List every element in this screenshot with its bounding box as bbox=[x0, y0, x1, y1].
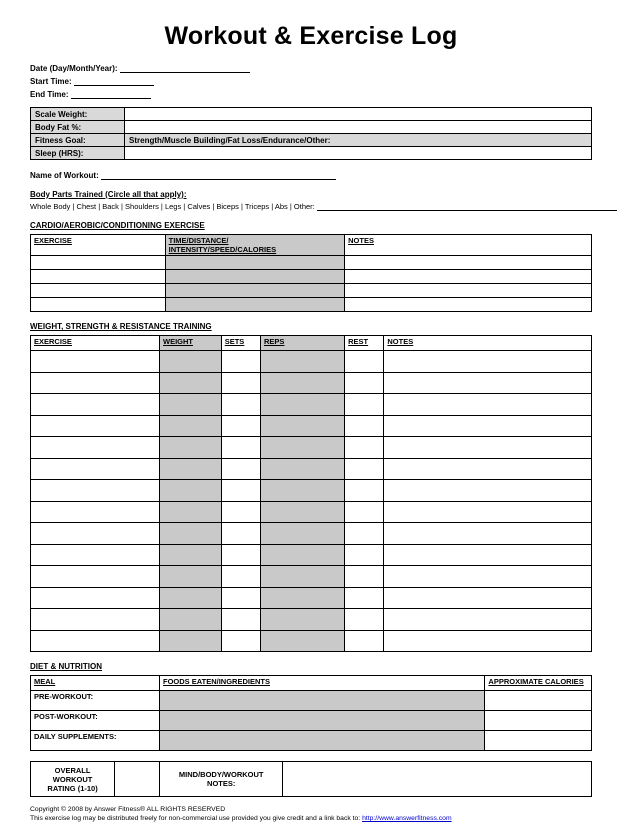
diet-foods-post-workout[interactable] bbox=[160, 711, 485, 731]
cardio-cell-notes[interactable] bbox=[345, 284, 592, 298]
strength-cell-weight[interactable] bbox=[160, 415, 222, 437]
strength-cell-rest[interactable] bbox=[345, 351, 384, 373]
table-row bbox=[31, 711, 592, 731]
strength-cell-exercise[interactable] bbox=[31, 415, 160, 437]
strength-col-sets: SETS bbox=[221, 336, 260, 351]
strength-cell-weight[interactable] bbox=[160, 609, 222, 631]
field-workout-name-rule[interactable] bbox=[101, 170, 336, 180]
cardio-col-time-line1: TIME/DISTANCE/ bbox=[168, 236, 229, 245]
strength-cell-reps[interactable] bbox=[260, 566, 344, 588]
strength-cell-rest[interactable] bbox=[345, 372, 384, 394]
vitals-value-scale-weight[interactable] bbox=[125, 108, 592, 121]
strength-cell-exercise[interactable] bbox=[31, 394, 160, 416]
strength-cell-reps[interactable] bbox=[260, 630, 344, 652]
table-row bbox=[31, 523, 592, 545]
rating-table bbox=[30, 761, 592, 797]
strength-col-exercise: EXERCISE bbox=[31, 336, 160, 351]
diet-foods-pre-workout[interactable] bbox=[160, 691, 485, 711]
cardio-col-time-line2: INTENSITY/SPEED/CALORIES bbox=[168, 245, 277, 254]
strength-cell-weight[interactable] bbox=[160, 351, 222, 373]
strength-cell-reps[interactable] bbox=[260, 372, 344, 394]
strength-cell-weight[interactable] bbox=[160, 587, 222, 609]
strength-cell-sets[interactable] bbox=[221, 501, 260, 523]
strength-cell-sets[interactable] bbox=[221, 372, 260, 394]
strength-cell-sets[interactable] bbox=[221, 609, 260, 631]
cardio-cell-exercise[interactable] bbox=[31, 256, 166, 270]
strength-cell-notes[interactable] bbox=[384, 372, 592, 394]
table-header-row bbox=[31, 676, 592, 691]
strength-cell-exercise[interactable] bbox=[31, 458, 160, 480]
field-date-rule[interactable] bbox=[120, 63, 250, 73]
table-row bbox=[31, 298, 592, 312]
strength-cell-sets[interactable] bbox=[221, 458, 260, 480]
workout-notes-value[interactable] bbox=[283, 762, 592, 797]
table-header-row bbox=[31, 235, 592, 256]
strength-cell-exercise[interactable] bbox=[31, 351, 160, 373]
table-row bbox=[31, 480, 592, 502]
field-start-time-rule[interactable] bbox=[74, 76, 154, 86]
table-row bbox=[31, 134, 592, 147]
strength-cell-weight[interactable] bbox=[160, 566, 222, 588]
table-row bbox=[31, 762, 592, 797]
field-start-time-label: Start Time: bbox=[30, 77, 72, 86]
strength-cell-reps[interactable] bbox=[260, 415, 344, 437]
vitals-label-fitness-goal: Fitness Goal: bbox=[31, 134, 125, 147]
cardio-table bbox=[30, 234, 592, 312]
footer bbox=[30, 805, 592, 823]
header-fields bbox=[30, 63, 592, 99]
overall-rating-label-line2: WORKOUT bbox=[52, 774, 93, 784]
table-row bbox=[31, 609, 592, 631]
strength-cell-sets[interactable] bbox=[221, 480, 260, 502]
strength-cell-reps[interactable] bbox=[260, 501, 344, 523]
table-row bbox=[31, 372, 592, 394]
table-header-row bbox=[31, 336, 592, 351]
strength-table-body bbox=[31, 351, 592, 652]
strength-cell-weight[interactable] bbox=[160, 630, 222, 652]
strength-cell-exercise[interactable] bbox=[31, 566, 160, 588]
strength-cell-exercise[interactable] bbox=[31, 523, 160, 545]
strength-cell-weight[interactable] bbox=[160, 458, 222, 480]
footer-link[interactable]: http://www.answerfitness.com bbox=[362, 815, 452, 823]
strength-cell-exercise[interactable] bbox=[31, 372, 160, 394]
footer-license bbox=[30, 814, 592, 823]
strength-cell-weight[interactable] bbox=[160, 437, 222, 459]
cardio-cell-exercise[interactable] bbox=[31, 298, 166, 312]
strength-cell-weight[interactable] bbox=[160, 480, 222, 502]
overall-rating-label bbox=[31, 762, 115, 797]
vitals-label-sleep: Sleep (HRS): bbox=[31, 147, 125, 160]
strength-cell-sets[interactable] bbox=[221, 544, 260, 566]
diet-col-calories: APPROXIMATE CALORIES bbox=[485, 676, 592, 691]
field-date bbox=[30, 63, 592, 73]
strength-cell-rest[interactable] bbox=[345, 415, 384, 437]
strength-cell-sets[interactable] bbox=[221, 587, 260, 609]
diet-foods-daily-supplements[interactable] bbox=[160, 731, 485, 751]
strength-cell-rest[interactable] bbox=[345, 630, 384, 652]
strength-cell-sets[interactable] bbox=[221, 394, 260, 416]
strength-cell-rest[interactable] bbox=[345, 566, 384, 588]
page-title: Workout & Exercise Log bbox=[164, 22, 458, 50]
table-row bbox=[31, 566, 592, 588]
vitals-value-sleep[interactable] bbox=[125, 147, 592, 160]
diet-col-meal: MEAL bbox=[31, 676, 160, 691]
strength-cell-rest[interactable] bbox=[345, 609, 384, 631]
table-row bbox=[31, 544, 592, 566]
cardio-cell-notes[interactable] bbox=[345, 256, 592, 270]
overall-rating-value[interactable] bbox=[115, 762, 160, 797]
strength-cell-reps[interactable] bbox=[260, 587, 344, 609]
strength-cell-sets[interactable] bbox=[221, 351, 260, 373]
strength-cell-notes[interactable] bbox=[384, 394, 592, 416]
table-row bbox=[31, 587, 592, 609]
strength-cell-rest[interactable] bbox=[345, 480, 384, 502]
table-row bbox=[31, 458, 592, 480]
vitals-label-scale-weight: Scale Weight: bbox=[31, 108, 125, 121]
strength-cell-notes[interactable] bbox=[384, 480, 592, 502]
table-row bbox=[31, 284, 592, 298]
strength-cell-notes[interactable] bbox=[384, 415, 592, 437]
strength-cell-notes[interactable] bbox=[384, 501, 592, 523]
cardio-cell-exercise[interactable] bbox=[31, 270, 166, 284]
strength-col-notes: NOTES bbox=[384, 336, 592, 351]
strength-cell-sets[interactable] bbox=[221, 437, 260, 459]
footer-license-text: This exercise log may be distributed freely for non-commercial use provided you give credit and a link back to: bbox=[30, 815, 363, 823]
cardio-cell-notes[interactable] bbox=[345, 298, 592, 312]
vitals-value-body-fat[interactable] bbox=[125, 121, 592, 134]
table-row bbox=[31, 394, 592, 416]
strength-cell-notes[interactable] bbox=[384, 458, 592, 480]
cardio-cell-time[interactable] bbox=[165, 256, 345, 270]
overall-rating-label-line1: OVERALL bbox=[54, 765, 91, 775]
table-row bbox=[31, 731, 592, 751]
table-row bbox=[31, 108, 592, 121]
vitals-table bbox=[30, 107, 592, 160]
body-parts-options-row bbox=[30, 201, 592, 211]
strength-cell-rest[interactable] bbox=[345, 523, 384, 545]
strength-cell-reps[interactable] bbox=[260, 394, 344, 416]
diet-calories-post-workout[interactable] bbox=[485, 711, 592, 731]
strength-cell-sets[interactable] bbox=[221, 630, 260, 652]
diet-calories-daily-supplements[interactable] bbox=[485, 731, 592, 751]
table-row bbox=[31, 256, 592, 270]
strength-cell-exercise[interactable] bbox=[31, 544, 160, 566]
strength-cell-sets[interactable] bbox=[221, 523, 260, 545]
cardio-cell-exercise[interactable] bbox=[31, 284, 166, 298]
strength-cell-notes[interactable] bbox=[384, 566, 592, 588]
strength-cell-weight[interactable] bbox=[160, 394, 222, 416]
strength-cell-reps[interactable] bbox=[260, 609, 344, 631]
vitals-value-fitness-goal[interactable]: Strength/Muscle Building/Fat Loss/Endurance/Other: bbox=[125, 134, 592, 147]
workout-notes-label-line1: MIND/BODY/WORKOUT bbox=[178, 770, 264, 779]
table-row bbox=[31, 501, 592, 523]
table-row bbox=[31, 415, 592, 437]
cardio-cell-time[interactable] bbox=[165, 298, 345, 312]
field-workout-name-label: Name of Workout: bbox=[30, 171, 99, 180]
strength-cell-exercise[interactable] bbox=[31, 501, 160, 523]
strength-cell-rest[interactable] bbox=[345, 394, 384, 416]
diet-meal-daily-supplements: DAILY SUPPLEMENTS: bbox=[31, 731, 160, 751]
strength-cell-exercise[interactable] bbox=[31, 609, 160, 631]
strength-cell-reps[interactable] bbox=[260, 523, 344, 545]
field-end-time bbox=[30, 89, 592, 99]
field-date-label: Date (Day/Month/Year): bbox=[30, 64, 118, 73]
field-end-time-label: End Time: bbox=[30, 90, 69, 99]
field-start-time bbox=[30, 76, 592, 86]
table-row bbox=[31, 630, 592, 652]
strength-heading: WEIGHT, STRENGTH & RESISTANCE TRAINING bbox=[30, 322, 212, 331]
strength-cell-exercise[interactable] bbox=[31, 587, 160, 609]
body-parts-options: Whole Body | Chest | Back | Shoulders | Legs | Calves | Biceps | Triceps | Abs | Other: bbox=[30, 202, 315, 211]
overall-rating-label-line3: RATING (1-10) bbox=[47, 783, 98, 793]
strength-col-weight: WEIGHT bbox=[160, 336, 222, 351]
cardio-col-exercise: EXERCISE bbox=[31, 235, 166, 256]
strength-cell-sets[interactable] bbox=[221, 415, 260, 437]
strength-cell-notes[interactable] bbox=[384, 544, 592, 566]
footer-copyright: Copyright © 2008 by Answer Fitness® ALL RIGHTS RESERVED bbox=[30, 806, 226, 813]
strength-cell-sets[interactable] bbox=[221, 566, 260, 588]
strength-cell-reps[interactable] bbox=[260, 480, 344, 502]
strength-cell-weight[interactable] bbox=[160, 372, 222, 394]
table-row bbox=[31, 691, 592, 711]
strength-cell-notes[interactable] bbox=[384, 630, 592, 652]
strength-cell-exercise[interactable] bbox=[31, 480, 160, 502]
strength-cell-notes[interactable] bbox=[384, 523, 592, 545]
strength-cell-reps[interactable] bbox=[260, 351, 344, 373]
field-workout-name bbox=[30, 170, 592, 180]
table-row bbox=[31, 437, 592, 459]
diet-calories-pre-workout[interactable] bbox=[485, 691, 592, 711]
cardio-cell-notes[interactable] bbox=[345, 270, 592, 284]
strength-col-rest: REST bbox=[345, 336, 384, 351]
cardio-col-notes: NOTES bbox=[345, 235, 592, 256]
vitals-label-body-fat: Body Fat %: bbox=[31, 121, 125, 134]
workout-notes-label bbox=[160, 762, 283, 797]
table-row bbox=[31, 351, 592, 373]
strength-cell-rest[interactable] bbox=[345, 587, 384, 609]
strength-cell-reps[interactable] bbox=[260, 544, 344, 566]
cardio-heading: CARDIO/AEROBIC/CONDITIONING EXERCISE bbox=[30, 221, 205, 230]
strength-cell-exercise[interactable] bbox=[31, 437, 160, 459]
strength-cell-rest[interactable] bbox=[345, 437, 384, 459]
body-parts-other-rule[interactable] bbox=[317, 201, 617, 211]
strength-cell-rest[interactable] bbox=[345, 544, 384, 566]
strength-cell-weight[interactable] bbox=[160, 523, 222, 545]
strength-cell-notes[interactable] bbox=[384, 587, 592, 609]
strength-cell-exercise[interactable] bbox=[31, 630, 160, 652]
strength-cell-notes[interactable] bbox=[384, 351, 592, 373]
cardio-cell-time[interactable] bbox=[165, 284, 345, 298]
diet-table bbox=[30, 675, 592, 751]
body-parts-heading: Body Parts Trained (Circle all that apply): bbox=[30, 190, 187, 199]
diet-heading: DIET & NUTRITION bbox=[30, 662, 102, 671]
strength-cell-notes[interactable] bbox=[384, 437, 592, 459]
strength-cell-reps[interactable] bbox=[260, 458, 344, 480]
strength-table bbox=[30, 335, 592, 652]
strength-cell-weight[interactable] bbox=[160, 544, 222, 566]
table-row bbox=[31, 147, 592, 160]
field-end-time-rule[interactable] bbox=[71, 89, 151, 99]
strength-cell-rest[interactable] bbox=[345, 458, 384, 480]
table-row bbox=[31, 270, 592, 284]
diet-meal-pre-workout: PRE-WORKOUT: bbox=[31, 691, 160, 711]
table-row bbox=[31, 121, 592, 134]
cardio-col-time bbox=[165, 235, 345, 256]
strength-cell-notes[interactable] bbox=[384, 609, 592, 631]
cardio-cell-time[interactable] bbox=[165, 270, 345, 284]
diet-meal-post-workout: POST-WORKOUT: bbox=[31, 711, 160, 731]
workout-notes-label-line2: NOTES: bbox=[207, 779, 236, 788]
strength-cell-rest[interactable] bbox=[345, 501, 384, 523]
diet-col-foods: FOODS EATEN/INGREDIENTS bbox=[160, 676, 485, 691]
strength-cell-weight[interactable] bbox=[160, 501, 222, 523]
strength-cell-reps[interactable] bbox=[260, 437, 344, 459]
strength-col-reps: REPS bbox=[260, 336, 344, 351]
